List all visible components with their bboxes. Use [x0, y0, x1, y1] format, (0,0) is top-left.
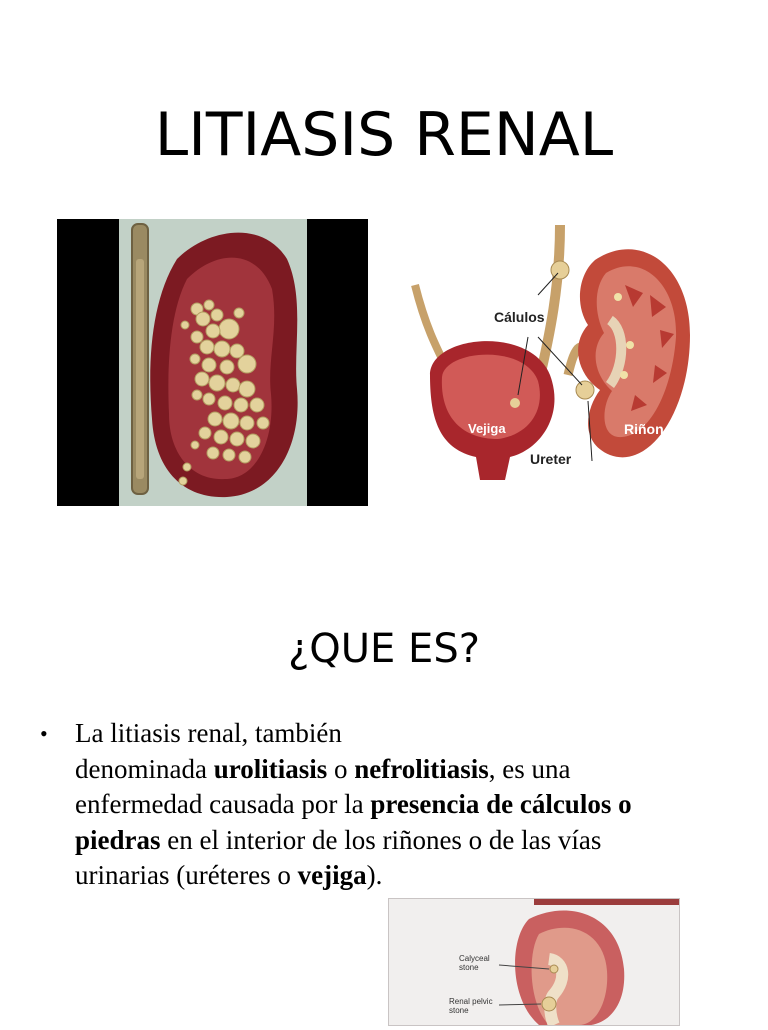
urinary-tract-diagram [410, 225, 695, 490]
label-ureter: Ureter [530, 451, 572, 467]
section-subtitle: ¿QUE ES? [288, 626, 480, 672]
bullet-line-3: enfermedad causada por la presencia de cálculos o [75, 789, 632, 819]
label-calyceal-stone: Calyceal stone [459, 954, 490, 972]
label-renal-pelvic-stone: Renal pelvic stone [449, 997, 493, 1015]
label-rinon: Riñon [624, 421, 664, 437]
label-calculos: Cálulos [494, 309, 545, 325]
kidney-stone-figure [388, 898, 680, 1026]
page-title: LITIASIS RENAL [154, 100, 614, 170]
bullet-line-5: urinarias (uréteres o vejiga). [75, 860, 383, 890]
bullet-text [75, 716, 735, 894]
bullet-line-2: denominada urolitiasis o nefrolitiasis, es una [75, 753, 571, 784]
bullet-icon: • [40, 721, 48, 746]
bullet-line-4: piedras en el interior de los riñones o de las vías [75, 824, 602, 855]
label-vejiga: Vejiga [468, 421, 506, 436]
kidney-stones-photo [57, 219, 368, 506]
bullet-line-1: La litiasis renal, también [75, 718, 342, 748]
